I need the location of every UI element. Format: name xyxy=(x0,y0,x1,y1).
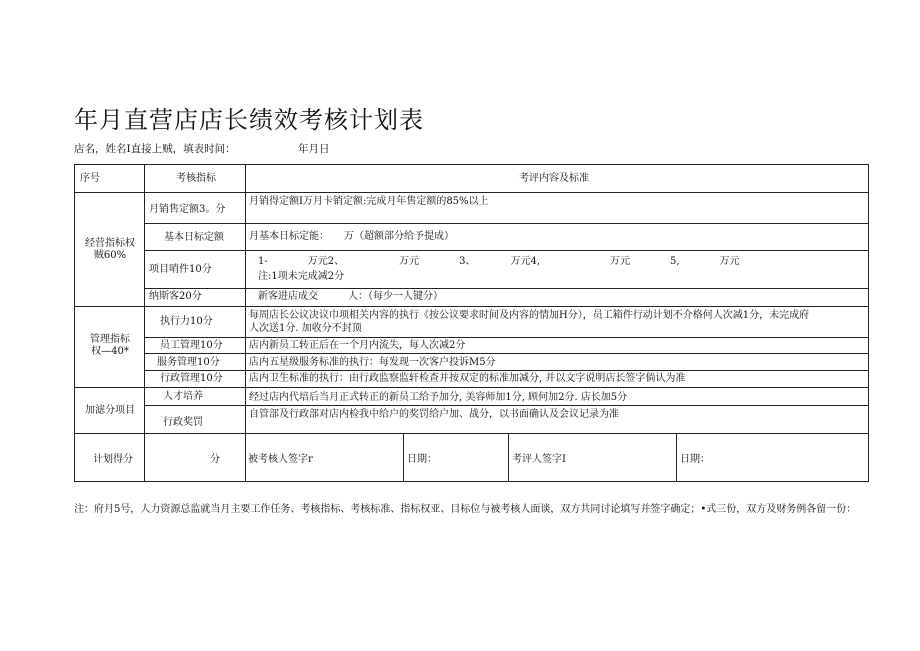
row-divider xyxy=(144,405,869,406)
group-label-management: 管理指标 权—40* xyxy=(90,334,130,357)
table-border-top xyxy=(74,164,869,165)
content-cell: 月销得定额I万月卡销定额:完成月年售定额的85%以上 xyxy=(249,196,489,207)
row-divider-header xyxy=(74,192,869,193)
indicator-cell: 月销售定额3。分 xyxy=(149,204,226,215)
table-border-left xyxy=(74,164,75,482)
assessor-date: 日期： xyxy=(680,454,710,465)
row-divider xyxy=(144,353,869,354)
content-cell: 店内五星级服务标准的执行：每发现一次客户投诉M5分 xyxy=(249,357,496,368)
indicator-cell: 人才培养 xyxy=(163,391,203,402)
content-cell: 店内新员工转正后在一个月内流失，每人次减2分 xyxy=(249,340,466,351)
row-divider-group2 xyxy=(74,387,869,388)
content-cell-note: 注:1项未完成减2分 xyxy=(258,271,345,282)
row-divider xyxy=(144,337,869,338)
content-cell: 月基本日标定能： 万（超额部分给予提成） xyxy=(249,231,454,242)
indicator-cell: 行政管理10分 xyxy=(160,373,223,384)
score-label: 计划得分 xyxy=(93,454,133,465)
group-label-bonus: 加滤分项目 xyxy=(85,405,135,416)
indicator-cell: 项目哨件10分 xyxy=(149,264,212,275)
row-divider-group1 xyxy=(74,306,869,307)
assessee-date: 日期： xyxy=(407,454,437,465)
indicator-cell: 执行力10分 xyxy=(160,316,213,327)
content-cell: 新客进店成交 人：（每少一人键分） xyxy=(258,291,443,302)
content-cell: 1- 万元2、 万元 3、 万元4, 万元 5, 万元 xyxy=(258,256,740,267)
page-title: 年月直营店店长绩效考核计划表 xyxy=(74,106,424,134)
info-line-date: 年月日 xyxy=(298,143,330,155)
indicator-cell: 行政奖罚 xyxy=(163,417,203,428)
row-divider xyxy=(144,370,869,371)
row-divider xyxy=(144,288,869,289)
content-cell: 自管部及行政部对店内检我中给户的奖罚给户加、战分，以书面确认及会议记录为准 xyxy=(249,409,619,420)
table-border-right xyxy=(868,164,869,482)
col-divider-5 xyxy=(676,433,677,482)
col-divider-3 xyxy=(403,433,404,482)
content-cell: 经过店内代培后当月正式转正的新员工给予加分, 美容师加1分, 顾何加2分. 店长加5分 xyxy=(249,392,628,403)
row-divider xyxy=(144,250,869,251)
content-cell-cont: 人次送1分. 加收分不封顶 xyxy=(249,323,362,334)
header-index: 序号 xyxy=(80,173,100,184)
group-label-business: 经营指标权 贼60% xyxy=(85,238,135,261)
col-divider-4 xyxy=(508,433,509,482)
row-divider xyxy=(144,223,869,224)
assessee-signature: 被考核人签字r xyxy=(248,454,313,465)
table-border-bottom xyxy=(74,481,869,482)
col-divider-1 xyxy=(144,164,145,482)
content-cell: 每周店长公议决议巾项相关内容的执行《按公议要求时间及内容的情加H分），员工箱件行动计划不介格何人次减1分，未完成府 xyxy=(249,310,810,321)
content-cell: 店内卫生标准的执行：由行政监察监轩检查并按双定的标准加减分, 并以文字说明店长签字倘认为准 xyxy=(249,373,686,384)
indicator-cell: 服务管理10分 xyxy=(157,357,220,368)
indicator-cell: 员工管理10分 xyxy=(160,340,223,351)
header-content: 考评内容及标准 xyxy=(519,173,589,184)
col-divider-2 xyxy=(245,164,246,482)
score-unit: 分 xyxy=(210,454,220,465)
header-indicator: 考核指标 xyxy=(176,173,216,184)
indicator-cell: 基本日标定额 xyxy=(164,232,224,243)
footnote: 注：府月5号，人力资源总监就当月主要工作任务、考核指标、考核标准、指标权亚、目标位与被考核人面谈，双方共同讨论填写并签字确定；•式三份，双方及财务例各留一份： xyxy=(74,504,857,515)
indicator-cell: 纳斯客20分 xyxy=(149,291,202,302)
assessor-signature: 考评人签字I xyxy=(512,454,566,465)
row-divider-group3 xyxy=(74,433,869,434)
info-line-left: 店名，姓名I直接上贼，填表时间： xyxy=(74,143,236,155)
